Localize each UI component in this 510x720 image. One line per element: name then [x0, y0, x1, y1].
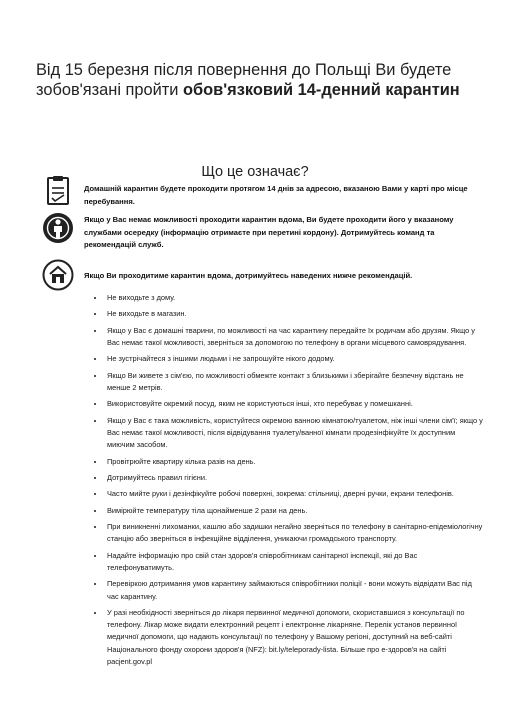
info-home-recommendations: Якщо Ви проходитиме карантин вдома, дотримуйтесь наведених нижче рекомендацій. [84, 271, 413, 280]
list-item: • Дотримуйтесь правил гігієни. [105, 472, 483, 484]
clipboard-icon [42, 174, 74, 206]
list-item: • Якщо Ви живете з сім'єю, по можливості обмежте контакт з близькими і зберігайте безпечну відстань не менше 2 метрів. [105, 370, 483, 394]
list-item: • Якщо у Вас є домашні тварини, по можливості на час карантину передайте їх родичам або друзям. Якщо у Вас немає такої можливості, зверніться за допомогою по телефону в органи місцевого самоврядування. [105, 325, 483, 349]
title-prefix: Від 15 березня після повернення до Польщі Ви будете зобов'язані пройти [36, 61, 452, 99]
info-home-quarantine: Домашній карантин будете проходити протягом 14 днів за адресою, вказаною Вами у карті про місце перебування. [84, 184, 468, 206]
list-item: • Не зустрічайтеся з іншими людьми і не запрошуйте нікого додому. [105, 353, 483, 365]
info-designated-facility: Якщо у Вас немає можливості проходити карантин вдома, Ви будете проходити його у вказаному службами осередку (інформацію отримаєте при перетині кордону). Дотримуйтесь команд та рекомендацій служб. [84, 215, 454, 249]
list-item: • Використовуйте окремий посуд, яким не користуються інші, хто перебуває у помешканні. [105, 398, 483, 410]
list-item: • Перевіркою дотримання умов карантину займаються співробітники поліції - вони можуть відвідати Вас під час карантину. [105, 578, 483, 602]
list-item: • Надайте інформацію про свій стан здоров'я співробітникам санітарної інспекції, які до Вас телефонуватимуть. [105, 550, 483, 574]
list-item: • Часто мийте руки і дезінфікуйте робочі поверхні, зокрема: стільниці, дверні ручки, екрани телефонів. [105, 488, 483, 500]
house-icon [42, 259, 74, 291]
section-subtitle: Що це означає? [201, 164, 309, 180]
list-item: • Якщо у Вас є така можливість, користуйтеся окремою ванною кімнатою/туалетом, ніж інші члени сім'ї; якщо у Вас немає такої можливості, після відвідування туалету/ванної кімнати продезінфікуйте їх доступним миючим засобом. [105, 415, 483, 452]
title-bold: обов'язковий 14-денний карантин [183, 81, 460, 99]
list-item: • При виникненні лихоманки, кашлю або задишки негайно зверніться по телефону в санітарно-епідеміологічну станцію або зверніться в інфекційне відділення, уникаючи громадського транспорту. [105, 521, 483, 545]
list-item: • Не виходьте в магазин. [105, 308, 483, 320]
list-item: • Не виходьте з дому. [105, 292, 483, 304]
list-item: • Вимірюйте температуру тіла щонайменше 2 рази на день. [105, 505, 483, 517]
list-item: • Провітрюйте квартиру кілька разів на день. [105, 456, 483, 468]
person-in-ring-icon [42, 212, 74, 244]
list-item: • У разі необхідності зверніться до лікаря первинної медичної допомоги, скориставшися з консультації по телефону. Лікар може видати електронний рецепт і електронне лікарняне. Перелік установ первинної медичної допомоги, що надають консультації по телефону у Вашому регіоні, доступний на веб-сайті Національного фонду охорони здоров'я (NFZ): bit.ly/teleporady-lista. Більше про e-здоров'я на сайті pacjent.gov.pl [105, 607, 483, 668]
recommendations-list [88, 292, 483, 672]
page-title [36, 60, 486, 100]
